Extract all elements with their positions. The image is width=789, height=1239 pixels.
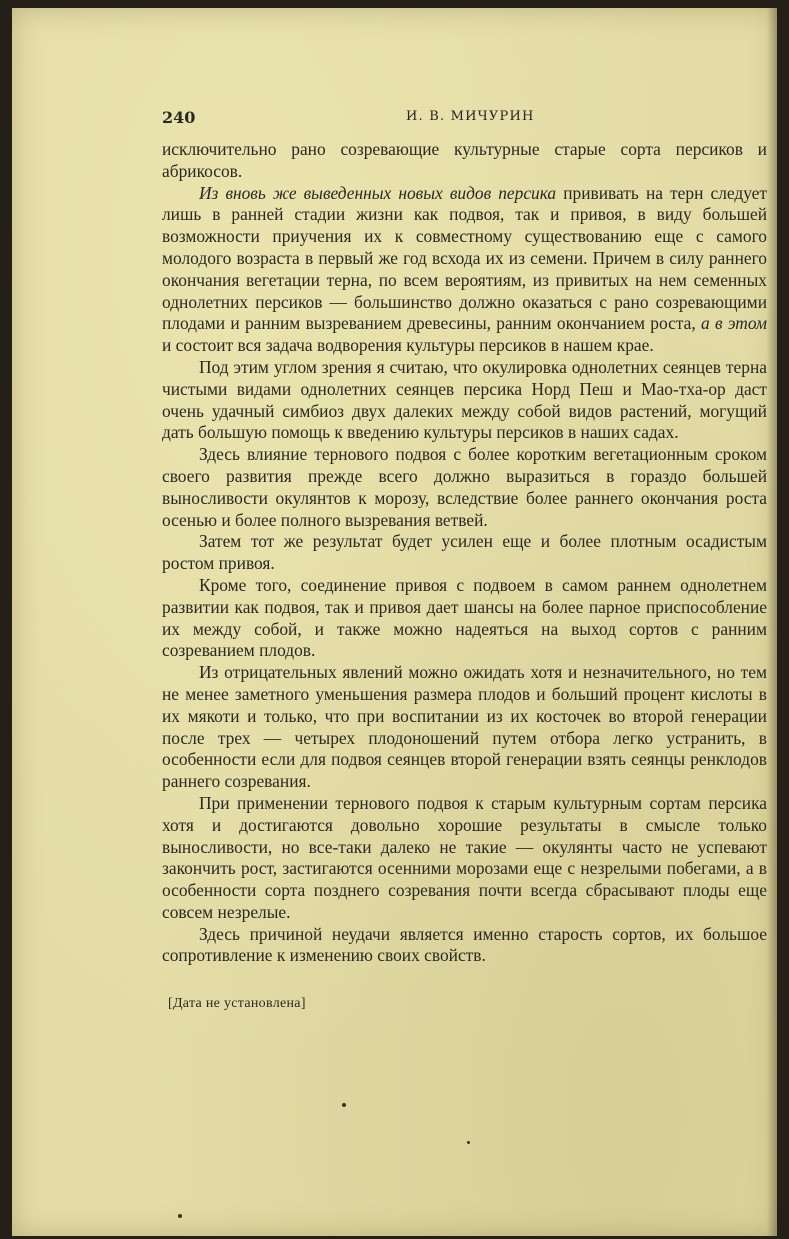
paragraph: При применении тернового подвоя к старым культурным сортам персика хотя и достигаются довольно хорошие результаты в смысле только выносливости, но все-таки далеко не такие — окулянты часто не успевают закончить рост, застигаются осенними морозами еще с незрелыми побегами, а в особенности сорта позднего созревания почти всегда сбрасывают плоды еще совсем незрелые.: [162, 792, 767, 922]
paragraph: Здесь причиной неудачи является именно старость сортов, их большое сопротивление к изменению своих свойств.: [162, 923, 767, 966]
book-page: [12, 8, 777, 1236]
italic-phrase: Из вновь же выведенных новых видов персика: [199, 182, 557, 203]
paragraph-text: прививать на терн следует лишь в ранней стадии жизни как подвоя, так и привоя, в виду большей возможности приучения их к совместному существованию еще с самого молодого возраста в первый же год всхода их из семени. Причем в силу раннего окончания вегетации терна, по всем вероятиям, из привитых на нем семенных однолетних персиков — большинство должно оказаться с рано созревающими плодами и ранним вызреванием древесины, ранним окончанием роста,: [162, 182, 767, 334]
paragraph: Из отрицательных явлений можно ожидать хотя и незначительного, но тем не менее заметного уменьшения размера плодов и больший процент кислоты в их мякоти и только, что при воспитании из их косточек во второй генерации после трех — четырех плодоношений путем отбора легко устранить, в особенности если для подвоя сеянцев второй генерации взять сеянцы ренклодов раннего созревания.: [162, 662, 767, 792]
page-number: 240: [162, 108, 196, 127]
paragraph: Кроме того, соединение привоя с подвоем в самом раннем однолетнем развитии как подвоя, так и привоя дает шансы на более парное приспособление их между собой, и также можно надеяться на выход сортов с ранним созреванием плодов.: [162, 574, 767, 661]
paragraph: Под этим углом зрения я считаю, что окулировка однолетних сеянцев терна чистыми видами однолетних сеянцев персика Норд Пеш и Мао-тха-ор даст очень удачный симбиоз двух далеких между собой видов растений, могущий дать большую помощь к введению культуры персиков в наших садах.: [162, 356, 767, 443]
paper-speck: [342, 1103, 346, 1107]
paper-speck: [178, 1214, 182, 1218]
body-text: [162, 139, 767, 967]
paragraph: [162, 183, 767, 357]
paragraph-text: и состоит вся задача водворения культуры персиков в нашем крае.: [162, 335, 654, 356]
running-head: И. В. МИЧУРИН: [406, 109, 535, 124]
paragraph: исключительно рано созревающие культурные старые сорта персиков и абрикосов.: [162, 139, 767, 181]
page-header: [162, 108, 767, 132]
paragraph: Здесь влияние тернового подвоя с более коротким вегетационным сроком своего развития прежде всего должно выразиться в гораздо большей выносливости окулянтов к морозу, вследствие более раннего окончания роста осенью и более полного вызревания ветвей.: [162, 444, 767, 530]
italic-phrase: а в этом: [701, 313, 767, 334]
page-fold-shadow: [767, 8, 777, 1236]
date-note: [Дата не установлена]: [168, 996, 306, 1011]
paper-speck: [467, 1141, 470, 1144]
paragraph: Затем тот же результат будет усилен еще и более плотным осадистым ростом привоя.: [162, 531, 767, 574]
